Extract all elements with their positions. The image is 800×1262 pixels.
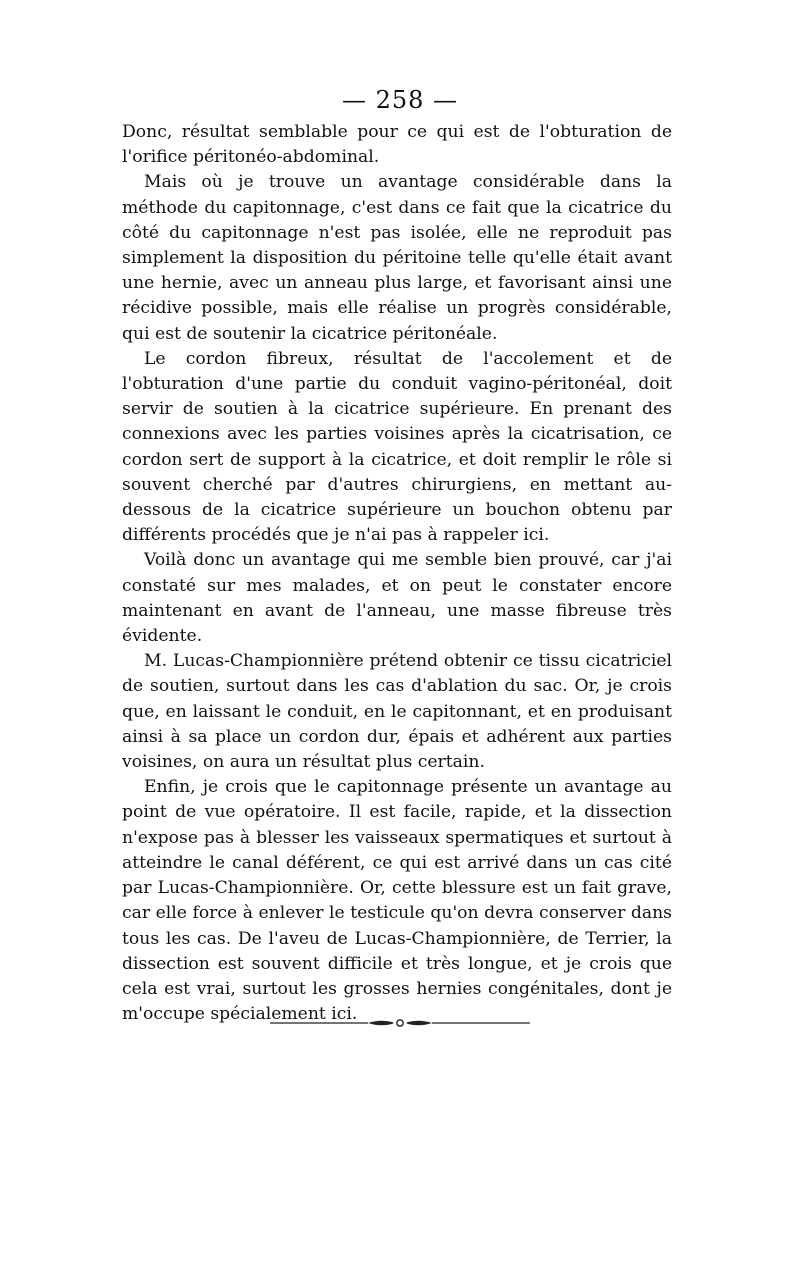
page-number: — 258 — xyxy=(341,86,459,114)
paragraph-3: Le cordon fibreux, résultat de l'accolement et de l'obturation d'une partie du conduit vagino-péritonéal, doit servir de soutien à la cicatrice supérieure. En prenant des connexions avec les parties voisines après la cicatrisation, ce cordon sert de support à la cicatrice, et doit remplir le rôle si souvent cherché par d'autres chirurgiens, en mettant au-dessous de la cicatrice supérieure un bouchon obtenu par différents procédés que je n'ai pas à rappeler ici. xyxy=(122,348,672,546)
paragraph-5: M. Lucas-Championnière prétend obtenir ce tissu cicatriciel de soutien, surtout dans les cas d'ablation du sac. Or, je crois que, en laissant le conduit, en le capitonnant, et en produisant ainsi à sa place un cordon dur, épais et adhérent aux parties voisines, on aura un résultat plus certain. xyxy=(122,651,672,773)
paragraph-1: Donc, résultat semblable pour ce qui est de l'obturation de l'orifice péritonéo-abdominal. xyxy=(122,122,672,168)
ornament-rule-icon xyxy=(270,1016,530,1030)
paragraph-6: Enfin, je crois que le capitonnage présente un avantage au point de vue opératoire. Il est facile, rapide, et la dissection n'expose pas à blesser les vaisseaux spermatiques et surtout à atteindre le canal déférent, ce qui est arrivé dans un cas cité par Lucas-Championnière. Or, cette blessure est un fait grave, car elle force à enlever le testicule qu'on devra conserver dans tous les cas. De l'aveu de Lucas-Championnière, de Terrier, la dissection est souvent difficile et très longue, et je crois que cela est vrai, surtout les grosses hernies congénitales, dont je m'occupe spécialement ici. xyxy=(122,777,672,1025)
body-text xyxy=(122,120,672,1027)
end-ornament xyxy=(270,1016,530,1030)
paragraph-4: Voilà donc un avantage qui me semble bien prouvé, car j'ai constaté sur mes malades, et on peut le constater encore maintenant en avant de l'anneau, une masse fibreuse très évidente. xyxy=(122,550,672,647)
paragraph-2: Mais où je trouve un avantage considérable dans la méthode du capitonnage, c'est dans ce fait que la cicatrice du côté du capitonnage n'est pas isolée, elle ne reproduit pas simplement la disposition du péritoine telle qu'elle était avant une hernie, avec un anneau plus large, et favorisant ainsi une récidive possible, mais elle réalise un progrès considérable, qui est de soutenir la cicatrice péritonéale. xyxy=(122,172,672,344)
